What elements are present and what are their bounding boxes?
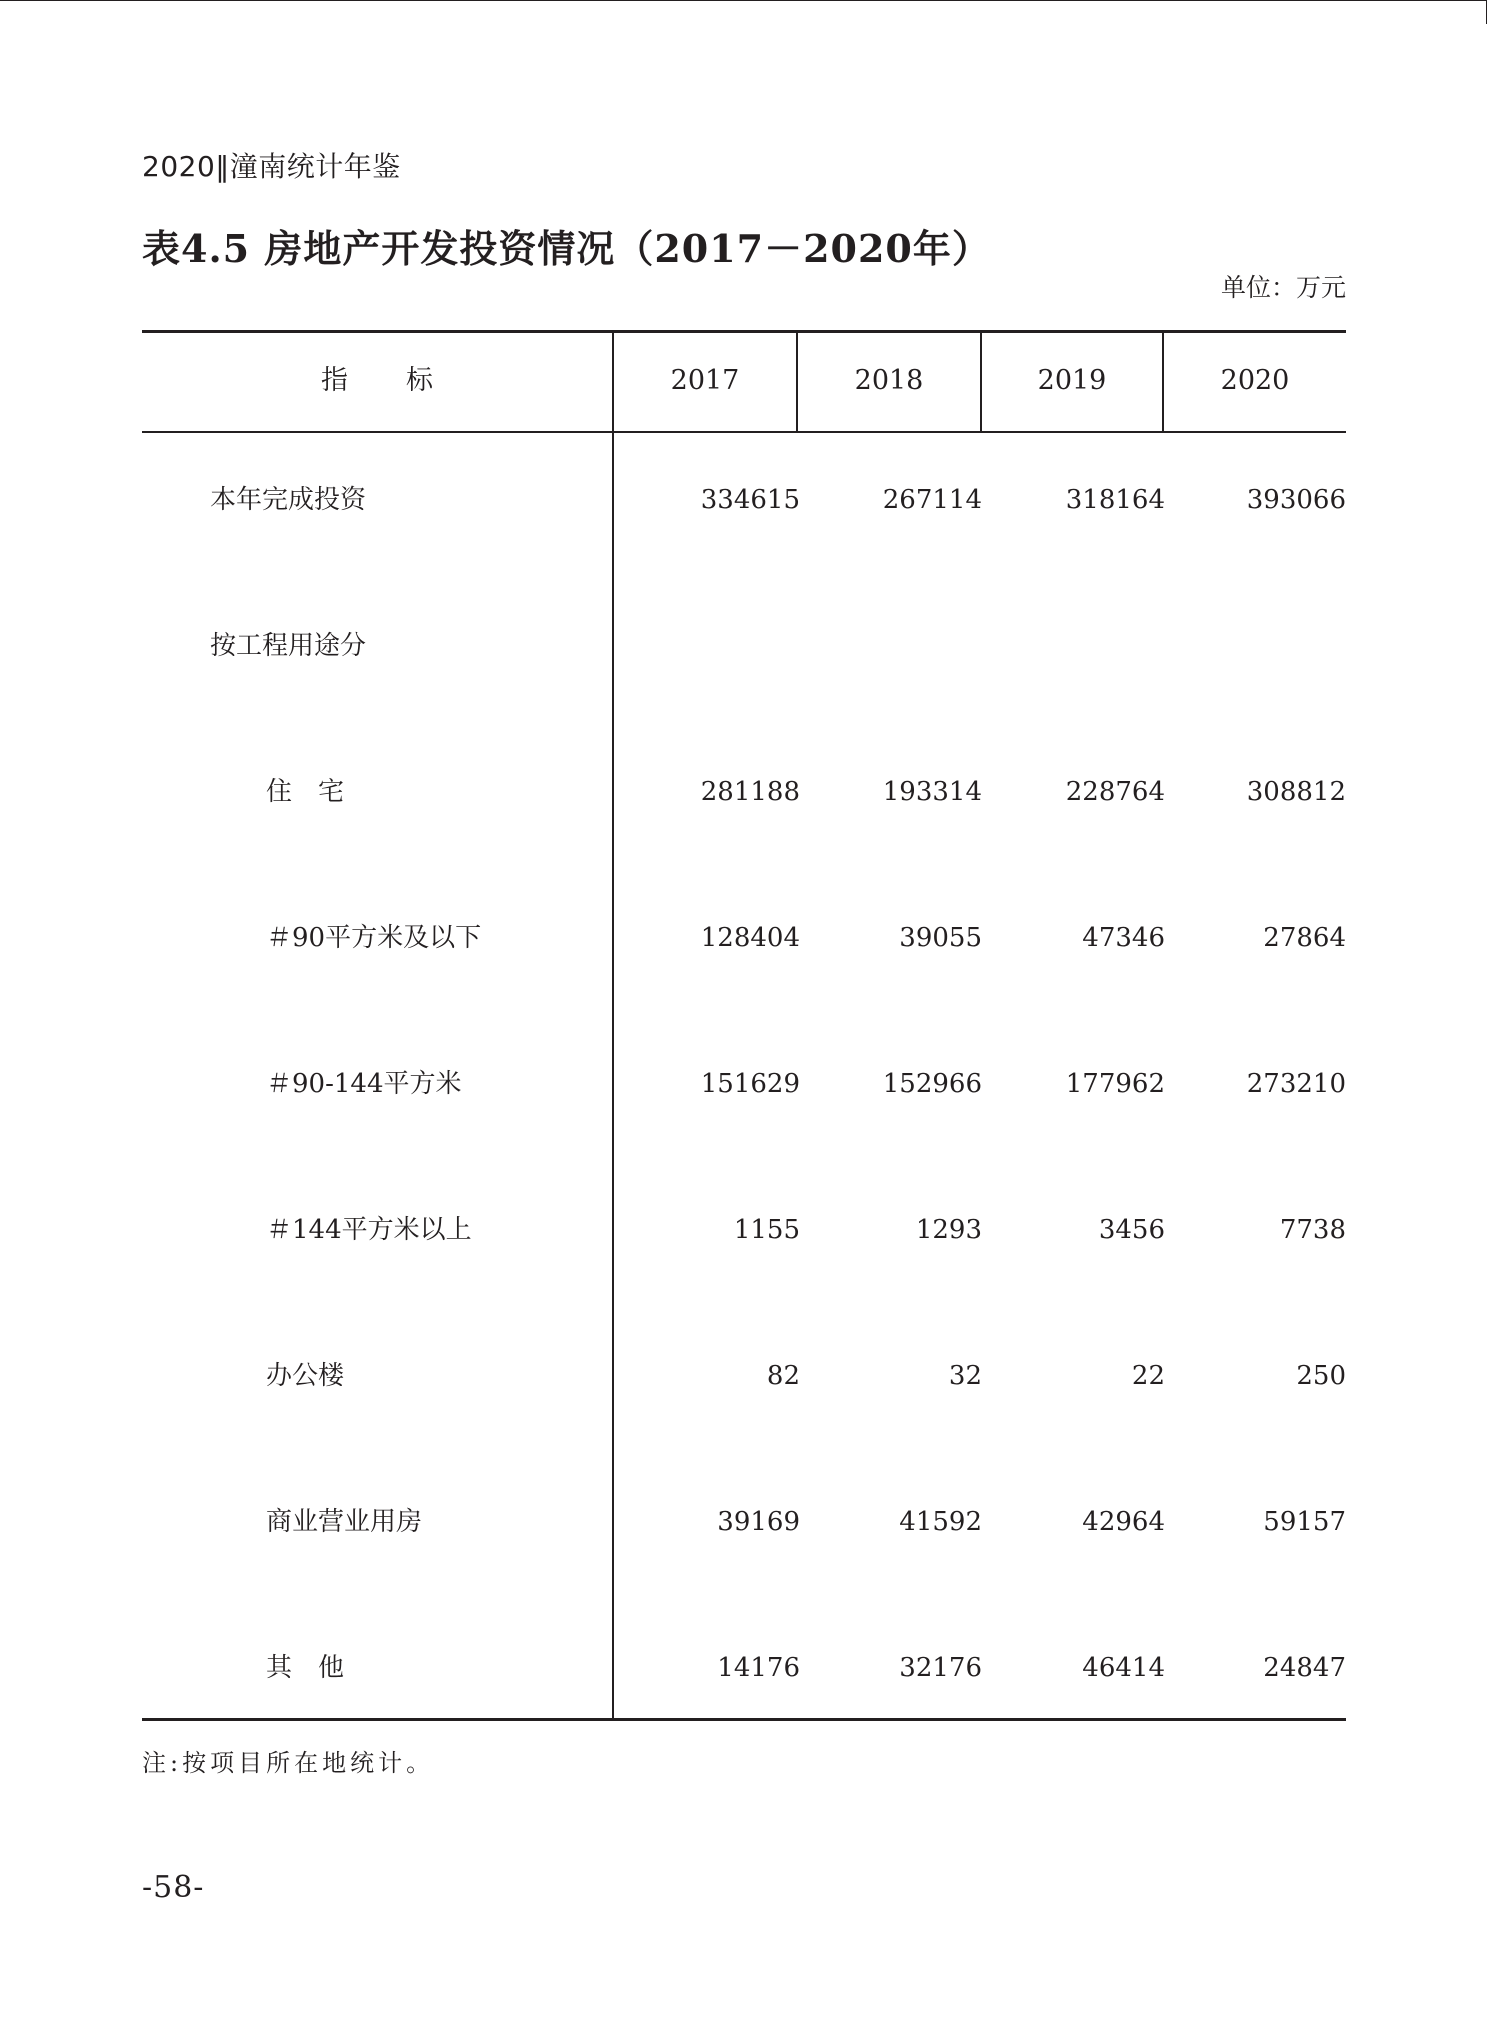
page-frame-right bbox=[1486, 0, 1487, 24]
table-row bbox=[142, 1064, 1346, 1104]
table-row bbox=[142, 918, 1346, 958]
row-label: ＃144平方米以上 bbox=[266, 1215, 472, 1245]
cell-value: 3456 bbox=[1098, 1215, 1165, 1245]
row-label: ＃90平方米及以下 bbox=[266, 923, 482, 953]
cell-value: 42964 bbox=[1082, 1507, 1165, 1537]
cell-value: 318164 bbox=[1065, 485, 1165, 515]
cell-value: 22 bbox=[1131, 1361, 1165, 1391]
cell-value: 47346 bbox=[1082, 923, 1165, 953]
row-label: 商业营业用房 bbox=[266, 1507, 423, 1537]
cell-value: 82 bbox=[766, 1361, 800, 1391]
header-year: 2018 bbox=[854, 365, 924, 396]
table-top-rule bbox=[142, 330, 1346, 333]
data-table bbox=[142, 330, 1346, 1720]
cell-value: 14176 bbox=[717, 1653, 800, 1683]
page-frame-top bbox=[0, 0, 1486, 1]
cell-value: 334615 bbox=[700, 485, 800, 515]
cell-value: 308812 bbox=[1246, 777, 1346, 807]
cell-value: 7738 bbox=[1279, 1215, 1346, 1245]
table-row bbox=[142, 1648, 1346, 1688]
header-year: 2020 bbox=[1220, 365, 1290, 396]
table-row bbox=[142, 772, 1346, 812]
running-head: 2020‖潼南统计年鉴 bbox=[142, 150, 401, 183]
row-label: 办公楼 bbox=[266, 1361, 345, 1391]
row-label: 其 他 bbox=[266, 1653, 345, 1683]
cell-value: 128404 bbox=[700, 923, 800, 953]
cell-value: 41592 bbox=[899, 1507, 982, 1537]
table-row bbox=[142, 1356, 1346, 1396]
cell-value: 32 bbox=[948, 1361, 982, 1391]
row-label: ＃90-144平方米 bbox=[266, 1069, 462, 1099]
table-row bbox=[142, 626, 1346, 666]
cell-value: 1293 bbox=[915, 1215, 982, 1245]
table-bottom-rule bbox=[142, 1718, 1346, 1721]
row-label: 住 宅 bbox=[266, 777, 345, 807]
table-title: 表4.5 房地产开发投资情况（2017－2020年） bbox=[142, 226, 991, 271]
cell-value: 250 bbox=[1296, 1361, 1346, 1391]
cell-value: 267114 bbox=[882, 485, 982, 515]
table-row bbox=[142, 1210, 1346, 1250]
cell-value: 152966 bbox=[882, 1069, 982, 1099]
cell-value: 59157 bbox=[1263, 1507, 1346, 1537]
cell-value: 32176 bbox=[899, 1653, 982, 1683]
cell-value: 228764 bbox=[1065, 777, 1165, 807]
row-label: 本年完成投资 bbox=[210, 485, 367, 515]
cell-value: 1155 bbox=[733, 1215, 800, 1245]
cell-value: 27864 bbox=[1263, 923, 1346, 953]
table-row bbox=[142, 480, 1346, 520]
unit-label: 单位：万元 bbox=[1220, 273, 1346, 302]
cell-value: 177962 bbox=[1065, 1069, 1165, 1099]
cell-value: 46414 bbox=[1082, 1653, 1165, 1683]
cell-value: 39055 bbox=[899, 923, 982, 953]
header-year: 2017 bbox=[670, 365, 740, 396]
row-label: 按工程用途分 bbox=[210, 631, 367, 661]
page-number: -58- bbox=[142, 1870, 205, 1905]
cell-value: 151629 bbox=[700, 1069, 800, 1099]
header-indicator: 指标 bbox=[321, 365, 491, 396]
header-year: 2019 bbox=[1037, 365, 1107, 396]
cell-value: 193314 bbox=[882, 777, 982, 807]
cell-value: 393066 bbox=[1246, 485, 1346, 515]
table-header-rule bbox=[142, 431, 1346, 433]
cell-value: 39169 bbox=[717, 1507, 800, 1537]
cell-value: 24847 bbox=[1263, 1653, 1346, 1683]
table-note: 注:按项目所在地统计。 bbox=[142, 1749, 435, 1777]
table-row bbox=[142, 1502, 1346, 1542]
cell-value: 281188 bbox=[700, 777, 800, 807]
cell-value: 273210 bbox=[1246, 1069, 1346, 1099]
